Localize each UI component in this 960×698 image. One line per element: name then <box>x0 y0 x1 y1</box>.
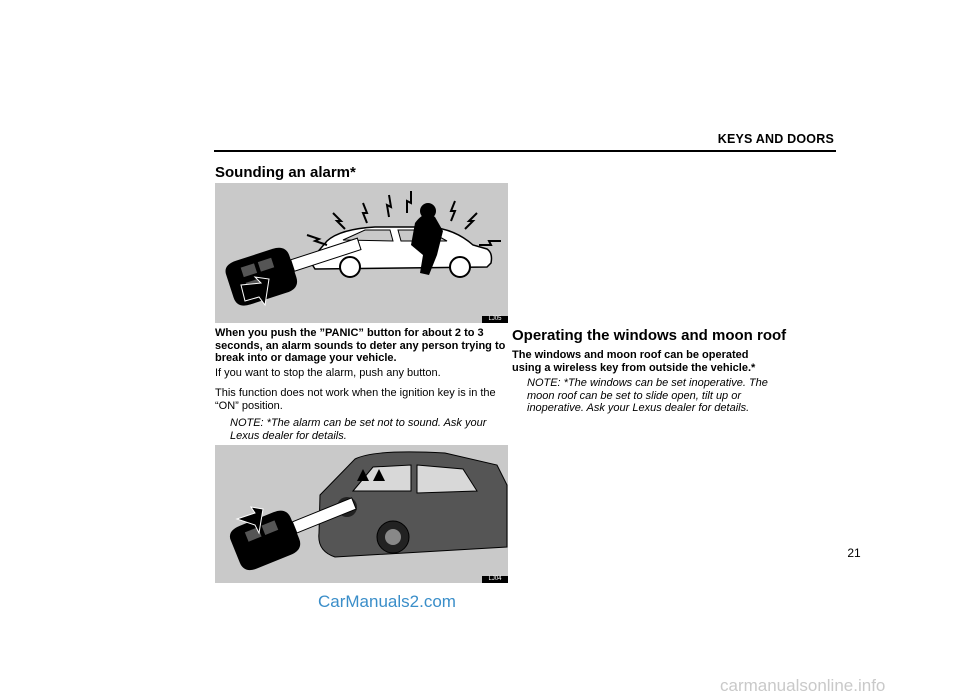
header-rule <box>214 150 836 152</box>
alarm-illustration <box>215 183 508 323</box>
section-header: KEYS AND DOORS <box>717 132 834 146</box>
alarm-section-title: Sounding an alarm* <box>215 164 356 181</box>
car-windows-drawing <box>215 445 508 583</box>
watermark-left: CarManuals2.com <box>318 592 456 611</box>
figure-code: LJ04 <box>482 576 508 583</box>
alarm-note: NOTE: *The alarm can be set not to sound. Ask your Lexus dealer for details. <box>230 417 487 442</box>
alarm-description: When you push the ”PANIC” button for about 2 to 3 seconds, an alarm sounds to deter any person trying to break into or damage your vehicle. <box>215 327 506 364</box>
windows-note: NOTE: *The windows can be set inoperative. The moon roof can be set to slide open, tilt up or inoperative. Ask your Lexus dealer for details. <box>527 377 768 414</box>
windows-description: The windows and moon roof can be operated using a wireless key from outside the vehicle.* <box>512 349 756 374</box>
car-alarm-drawing <box>215 183 508 323</box>
windows-section-title: Operating the windows and moon roof <box>512 327 787 344</box>
watermark-right: carmanualsonline.info <box>720 676 886 695</box>
alarm-stop-instruction: If you want to stop the alarm, push any button. <box>215 367 441 379</box>
figure-code: LJ05 <box>482 316 508 323</box>
alarm-ignition-note: This function does not work when the ignition key is in the “ON” position. <box>215 387 496 412</box>
windows-illustration <box>215 445 508 583</box>
page-number: 21 <box>847 546 861 560</box>
